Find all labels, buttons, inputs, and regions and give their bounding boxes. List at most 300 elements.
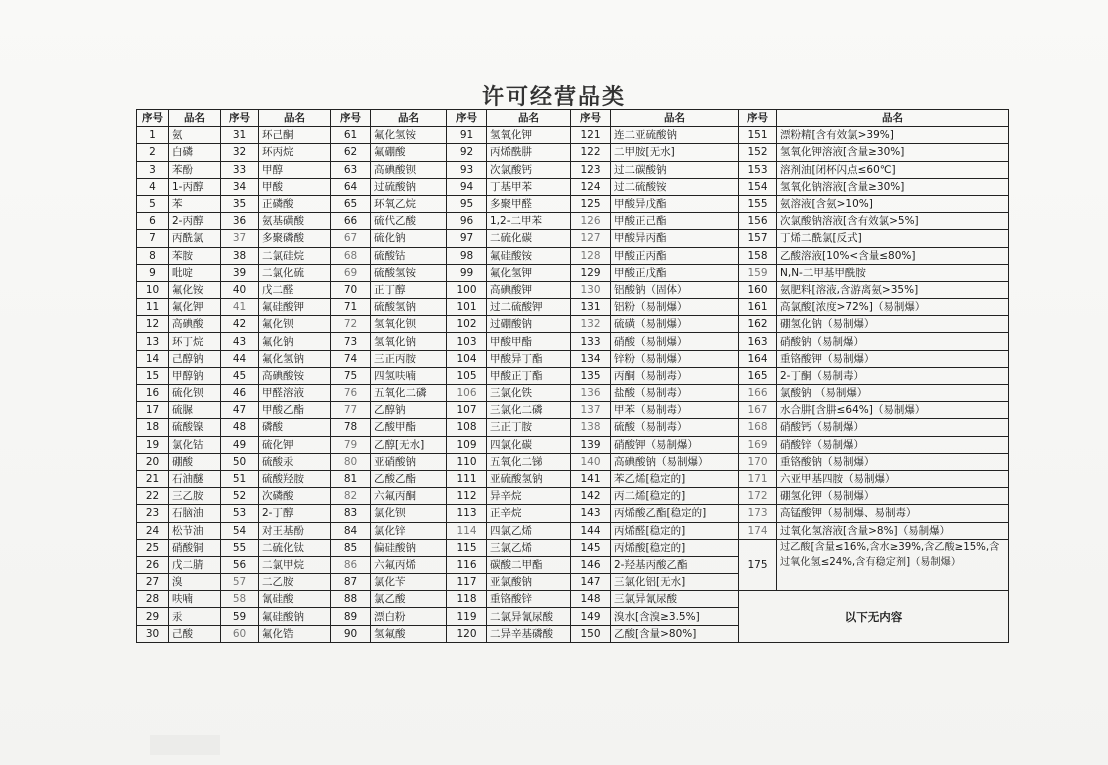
product-name-cell: 甲酸甲酯 <box>487 333 571 350</box>
table-row <box>137 127 1009 144</box>
product-name-cell: 三氯异氰尿酸 <box>611 591 739 608</box>
serial-number-cell: 101 <box>447 299 487 316</box>
product-name-cell: 亚氯酸钠 <box>487 574 571 591</box>
table-row <box>137 264 1009 281</box>
product-name-cell: 硫化钠 <box>371 230 447 247</box>
product-name-cell: 苯胺 <box>169 247 221 264</box>
product-name-cell: 磷酸 <box>259 419 331 436</box>
product-name-cell: 甲酸正丙酯 <box>611 247 739 264</box>
product-name-cell: 氨溶液[含氨>10%] <box>777 195 1009 212</box>
header-name: 品名 <box>371 110 447 127</box>
product-name-cell: 氟硅酸钾 <box>259 299 331 316</box>
header-name: 品名 <box>611 110 739 127</box>
product-name-cell: 二甲胺[无水] <box>611 144 739 161</box>
product-name-cell: N,N-二甲基甲酰胺 <box>777 264 1009 281</box>
serial-number-cell: 13 <box>137 333 169 350</box>
serial-number-cell: 31 <box>221 127 259 144</box>
serial-number-cell: 8 <box>137 247 169 264</box>
serial-number-cell: 28 <box>137 591 169 608</box>
product-name-cell: 二氯化硫 <box>259 264 331 281</box>
product-name-cell: 高碘酸钡 <box>371 161 447 178</box>
product-name-cell: 氰硅酸 <box>259 591 331 608</box>
serial-number-cell: 91 <box>447 127 487 144</box>
serial-number-cell: 77 <box>331 402 371 419</box>
serial-number-cell: 36 <box>221 213 259 230</box>
serial-number-cell: 55 <box>221 539 259 556</box>
header-serial: 序号 <box>739 110 777 127</box>
serial-number-cell: 126 <box>571 213 611 230</box>
product-name-cell: 硫酸（易制毒） <box>611 419 739 436</box>
product-name-cell: 氟硅酸钠 <box>259 608 331 625</box>
serial-number-cell: 9 <box>137 264 169 281</box>
product-name-cell: 氟化氢铵 <box>371 127 447 144</box>
serial-number-cell: 76 <box>331 385 371 402</box>
product-name-cell: 甲酸异丁酯 <box>487 350 571 367</box>
product-name-cell: 硫酸氢铵 <box>371 264 447 281</box>
product-name-cell: 正丁醇 <box>371 281 447 298</box>
serial-number-cell: 169 <box>739 436 777 453</box>
serial-number-cell: 30 <box>137 625 169 642</box>
product-name-cell: 甲酸正丁酯 <box>487 367 571 384</box>
product-name-cell: 氯化锌 <box>371 522 447 539</box>
product-name-cell: 甲醛溶液 <box>259 385 331 402</box>
product-name-cell: 松节油 <box>169 522 221 539</box>
product-name-cell: 环丙烷 <box>259 144 331 161</box>
product-name-cell: 氨 <box>169 127 221 144</box>
product-name-cell: 1-丙醇 <box>169 178 221 195</box>
product-name-cell: 硝酸钾（易制爆） <box>611 436 739 453</box>
product-name-cell: 1,2-二甲苯 <box>487 213 571 230</box>
product-name-cell: 过二硫酸铵 <box>611 178 739 195</box>
serial-number-cell: 10 <box>137 281 169 298</box>
serial-number-cell: 84 <box>331 522 371 539</box>
serial-number-cell: 132 <box>571 316 611 333</box>
product-name-cell: 氯酸钠 （易制爆） <box>777 385 1009 402</box>
serial-number-cell: 155 <box>739 195 777 212</box>
product-name-cell: 硼酸 <box>169 453 221 470</box>
header-serial: 序号 <box>221 110 259 127</box>
product-name-cell: 异辛烷 <box>487 488 571 505</box>
table-row <box>137 470 1009 487</box>
serial-number-cell: 127 <box>571 230 611 247</box>
product-name-cell: 连二亚硫酸钠 <box>611 127 739 144</box>
product-name-cell: 硫酸羟胺 <box>259 470 331 487</box>
product-name-cell: 石脑油 <box>169 505 221 522</box>
serial-number-cell: 25 <box>137 539 169 556</box>
product-name-cell: 氟化锆 <box>259 625 331 642</box>
product-name-cell: 重铬酸钠（易制爆） <box>777 453 1009 470</box>
table-row <box>137 350 1009 367</box>
serial-number-cell: 156 <box>739 213 777 230</box>
product-name-cell: 溴水[含溴≥3.5%] <box>611 608 739 625</box>
table-row <box>137 591 1009 608</box>
table-row <box>137 505 1009 522</box>
product-name-cell: 氢氧化钾 <box>487 127 571 144</box>
serial-number-cell: 26 <box>137 556 169 573</box>
product-name-cell: 二硫化钛 <box>259 539 331 556</box>
product-name-cell: 漂粉精[含有效氯>39%] <box>777 127 1009 144</box>
serial-number-cell: 90 <box>331 625 371 642</box>
serial-number-cell: 114 <box>447 522 487 539</box>
serial-number-cell: 122 <box>571 144 611 161</box>
no-more-content-note: 以下无内容 <box>739 591 1009 643</box>
product-name-cell: 乙酸[含量>80%] <box>611 625 739 642</box>
serial-number-cell: 165 <box>739 367 777 384</box>
product-name-cell: 次磷酸 <box>259 488 331 505</box>
product-name-cell: 氢氧化钡 <box>371 316 447 333</box>
serial-number-cell: 119 <box>447 608 487 625</box>
product-name-cell: 己酸 <box>169 625 221 642</box>
serial-number-cell: 50 <box>221 453 259 470</box>
serial-number-cell: 27 <box>137 574 169 591</box>
product-name-cell: 过硼酸钠 <box>487 316 571 333</box>
serial-number-cell: 133 <box>571 333 611 350</box>
product-name-cell: 三正丙胺 <box>371 350 447 367</box>
product-name-cell: 重铬酸钾（易制爆） <box>777 350 1009 367</box>
product-name-cell: 二氯硅烷 <box>259 247 331 264</box>
serial-number-cell: 142 <box>571 488 611 505</box>
serial-number-cell: 163 <box>739 333 777 350</box>
table-header-row <box>137 110 1009 127</box>
table-row <box>137 299 1009 316</box>
serial-number-cell: 51 <box>221 470 259 487</box>
serial-number-cell: 63 <box>331 161 371 178</box>
product-name-cell: 次氯酸钠溶液[含有效氯>5%] <box>777 213 1009 230</box>
serial-number-cell: 21 <box>137 470 169 487</box>
serial-number-cell: 75 <box>331 367 371 384</box>
serial-number-cell: 14 <box>137 350 169 367</box>
serial-number-cell: 115 <box>447 539 487 556</box>
serial-number-cell: 104 <box>447 350 487 367</box>
product-name-cell: 2-丁酮（易制毒） <box>777 367 1009 384</box>
serial-number-cell: 171 <box>739 470 777 487</box>
serial-number-cell: 62 <box>331 144 371 161</box>
serial-number-cell: 148 <box>571 591 611 608</box>
product-name-cell: 硫化钾 <box>259 436 331 453</box>
serial-number-cell: 68 <box>331 247 371 264</box>
serial-number-cell: 39 <box>221 264 259 281</box>
serial-number-cell: 43 <box>221 333 259 350</box>
serial-number-cell: 17 <box>137 402 169 419</box>
serial-number-cell: 7 <box>137 230 169 247</box>
serial-number-cell: 162 <box>739 316 777 333</box>
product-name-cell: 氢氧化钠溶液[含量≥30%] <box>777 178 1009 195</box>
product-name-cell: 汞 <box>169 608 221 625</box>
table-row <box>137 195 1009 212</box>
serial-number-cell: 83 <box>331 505 371 522</box>
product-name-cell: 硫酸镍 <box>169 419 221 436</box>
product-name-cell: 2-丁醇 <box>259 505 331 522</box>
serial-number-cell: 129 <box>571 264 611 281</box>
product-name-cell: 氯化钡 <box>371 505 447 522</box>
product-name-cell: 苯 <box>169 195 221 212</box>
serial-number-cell: 81 <box>331 470 371 487</box>
table-row <box>137 402 1009 419</box>
faint-stamp-mark <box>150 735 220 755</box>
product-name-cell: 甲酸正戊酯 <box>611 264 739 281</box>
product-name-cell: 三正丁胺 <box>487 419 571 436</box>
serial-number-cell: 151 <box>739 127 777 144</box>
serial-number-cell: 160 <box>739 281 777 298</box>
product-name-cell: 硝酸钙（易制爆） <box>777 419 1009 436</box>
product-name-cell: 对王基酚 <box>259 522 331 539</box>
product-name-cell: 高氯酸[浓度>72%]（易制爆） <box>777 299 1009 316</box>
product-name-cell: 氟化氢钠 <box>259 350 331 367</box>
serial-number-cell: 134 <box>571 350 611 367</box>
serial-number-cell: 79 <box>331 436 371 453</box>
serial-number-cell: 106 <box>447 385 487 402</box>
serial-number-cell: 140 <box>571 453 611 470</box>
serial-number-cell: 44 <box>221 350 259 367</box>
product-name-cell: 硫酸氢钠 <box>371 299 447 316</box>
product-name-cell: 铝粉（易制爆） <box>611 299 739 316</box>
product-name-cell: 甲醇钠 <box>169 367 221 384</box>
serial-number-cell: 147 <box>571 574 611 591</box>
serial-number-cell: 19 <box>137 436 169 453</box>
serial-number-cell: 138 <box>571 419 611 436</box>
table-row <box>137 385 1009 402</box>
serial-number-cell: 111 <box>447 470 487 487</box>
serial-number-cell: 94 <box>447 178 487 195</box>
serial-number-cell: 35 <box>221 195 259 212</box>
product-name-cell: 苯乙烯[稳定的] <box>611 470 739 487</box>
product-name-cell: 硫磺（易制爆） <box>611 316 739 333</box>
product-name-cell: 丙二烯[稳定的] <box>611 488 739 505</box>
product-name-cell: 氯乙酸 <box>371 591 447 608</box>
serial-number-cell: 6 <box>137 213 169 230</box>
table-row <box>137 144 1009 161</box>
product-name-cell: 六亚甲基四胺（易制爆） <box>777 470 1009 487</box>
product-name-cell: 三氯化铁 <box>487 385 571 402</box>
serial-number-cell: 38 <box>221 247 259 264</box>
product-name-cell: 环己酮 <box>259 127 331 144</box>
serial-number-cell: 80 <box>331 453 371 470</box>
product-name-cell: 丙烯醛[稳定的] <box>611 522 739 539</box>
serial-number-cell: 97 <box>447 230 487 247</box>
serial-number-cell: 166 <box>739 385 777 402</box>
serial-number-cell: 11 <box>137 299 169 316</box>
product-name-cell: 过硫酸钠 <box>371 178 447 195</box>
product-name-cell: 丙烯酸[稳定的] <box>611 539 739 556</box>
serial-number-cell: 24 <box>137 522 169 539</box>
serial-number-cell: 67 <box>331 230 371 247</box>
table-body <box>137 127 1009 643</box>
serial-number-cell: 98 <box>447 247 487 264</box>
serial-number-cell: 58 <box>221 591 259 608</box>
product-name-cell: 次氯酸钙 <box>487 161 571 178</box>
product-name-cell: 六氟丙酮 <box>371 488 447 505</box>
serial-number-cell: 161 <box>739 299 777 316</box>
product-name-cell: 硼氢化钠（易制爆） <box>777 316 1009 333</box>
serial-number-cell: 45 <box>221 367 259 384</box>
table-row <box>137 419 1009 436</box>
serial-number-cell: 82 <box>331 488 371 505</box>
serial-number-cell: 3 <box>137 161 169 178</box>
table-row <box>137 367 1009 384</box>
serial-number-cell: 107 <box>447 402 487 419</box>
serial-number-cell: 53 <box>221 505 259 522</box>
serial-number-cell: 86 <box>331 556 371 573</box>
product-name-cell: 水合肼[含肼≤64%]（易制爆） <box>777 402 1009 419</box>
serial-number-cell: 143 <box>571 505 611 522</box>
product-name-cell: 丁烯二酰氯[反式] <box>777 230 1009 247</box>
serial-number-cell: 144 <box>571 522 611 539</box>
serial-number-cell: 37 <box>221 230 259 247</box>
serial-number-cell: 124 <box>571 178 611 195</box>
product-name-cell: 碳酸二甲酯 <box>487 556 571 573</box>
serial-number-cell: 74 <box>331 350 371 367</box>
serial-number-cell: 85 <box>331 539 371 556</box>
product-name-cell: 正磷酸 <box>259 195 331 212</box>
product-name-cell: 氟硼酸 <box>371 144 447 161</box>
product-name-cell: 四氯乙烯 <box>487 522 571 539</box>
product-name-cell: 乙酸乙酯 <box>371 470 447 487</box>
serial-number-cell: 135 <box>571 367 611 384</box>
document-title: 许可经营品类 <box>481 85 626 110</box>
product-name-cell: 甲苯（易制毒） <box>611 402 739 419</box>
product-name-cell: 丁基甲苯 <box>487 178 571 195</box>
serial-number-cell: 93 <box>447 161 487 178</box>
serial-number-cell: 22 <box>137 488 169 505</box>
serial-number-cell: 164 <box>739 350 777 367</box>
serial-number-cell: 113 <box>447 505 487 522</box>
table-row <box>137 316 1009 333</box>
product-name-cell: 乙醇[无水] <box>371 436 447 453</box>
product-name-cell: 三氯化铝[无水] <box>611 574 739 591</box>
table-row <box>137 230 1009 247</box>
serial-number-cell: 47 <box>221 402 259 419</box>
product-name-cell: 甲酸正己酯 <box>611 213 739 230</box>
product-name-cell: 过氧化氢溶液[含量>8%]（易制爆） <box>777 522 1009 539</box>
serial-number-cell: 65 <box>331 195 371 212</box>
product-name-cell: 高碘酸钾 <box>487 281 571 298</box>
product-name-cell: 甲醇 <box>259 161 331 178</box>
product-name-cell: 丙酮（易制毒） <box>611 367 739 384</box>
product-name-cell: 二乙胺 <box>259 574 331 591</box>
product-name-cell: 吡啶 <box>169 264 221 281</box>
product-name-cell: 硫代乙酸 <box>371 213 447 230</box>
serial-number-cell: 54 <box>221 522 259 539</box>
product-name-cell: 乙酸溶液[10%<含量≤80%] <box>777 247 1009 264</box>
product-name-cell: 丙酰氯 <box>169 230 221 247</box>
header-serial: 序号 <box>331 110 371 127</box>
serial-number-cell: 158 <box>739 247 777 264</box>
serial-number-cell: 123 <box>571 161 611 178</box>
product-name-cell: 甲酸乙酯 <box>259 402 331 419</box>
serial-number-cell: 145 <box>571 539 611 556</box>
serial-number-cell: 69 <box>331 264 371 281</box>
serial-number-cell: 16 <box>137 385 169 402</box>
product-name-cell: 过乙酸[含量≤16%,含水≥39%,含乙酸≥15%,含过氧化氢≤24%,含有稳定剂]（易制爆） <box>777 539 1009 591</box>
product-name-cell: 氟化钾 <box>169 299 221 316</box>
product-name-cell: 三氯化二磷 <box>487 402 571 419</box>
serial-number-cell: 108 <box>447 419 487 436</box>
serial-number-cell: 59 <box>221 608 259 625</box>
product-name-cell: 亚硝酸钠 <box>371 453 447 470</box>
serial-number-cell: 87 <box>331 574 371 591</box>
table-row <box>137 178 1009 195</box>
serial-number-cell: 130 <box>571 281 611 298</box>
product-name-cell: 铝酸钠（固体） <box>611 281 739 298</box>
product-name-cell: 环氧乙烷 <box>371 195 447 212</box>
product-name-cell: 硫酸汞 <box>259 453 331 470</box>
serial-number-cell: 60 <box>221 625 259 642</box>
product-name-cell: 白磷 <box>169 144 221 161</box>
product-name-cell: 四氢呋喃 <box>371 367 447 384</box>
product-name-cell: 溶剂油[闭杯闪点≤60℃] <box>777 161 1009 178</box>
serial-number-cell: 78 <box>331 419 371 436</box>
serial-number-cell: 175 <box>739 539 777 591</box>
serial-number-cell: 137 <box>571 402 611 419</box>
header-name: 品名 <box>259 110 331 127</box>
serial-number-cell: 92 <box>447 144 487 161</box>
serial-number-cell: 116 <box>447 556 487 573</box>
serial-number-cell: 168 <box>739 419 777 436</box>
header-serial: 序号 <box>447 110 487 127</box>
serial-number-cell: 100 <box>447 281 487 298</box>
serial-number-cell: 139 <box>571 436 611 453</box>
serial-number-cell: 61 <box>331 127 371 144</box>
product-name-cell: 多聚磷酸 <box>259 230 331 247</box>
serial-number-cell: 152 <box>739 144 777 161</box>
serial-number-cell: 1 <box>137 127 169 144</box>
serial-number-cell: 149 <box>571 608 611 625</box>
product-name-cell: 呋喃 <box>169 591 221 608</box>
serial-number-cell: 112 <box>447 488 487 505</box>
serial-number-cell: 2 <box>137 144 169 161</box>
product-name-cell: 二异辛基磷酸 <box>487 625 571 642</box>
product-name-cell: 甲酸 <box>259 178 331 195</box>
serial-number-cell: 154 <box>739 178 777 195</box>
serial-number-cell: 109 <box>447 436 487 453</box>
product-name-cell: 二氯异氰尿酸 <box>487 608 571 625</box>
product-name-cell: 戊二腈 <box>169 556 221 573</box>
product-name-cell: 乙酸甲酯 <box>371 419 447 436</box>
product-name-cell: 硼氢化钾（易制爆） <box>777 488 1009 505</box>
header-serial: 序号 <box>571 110 611 127</box>
serial-number-cell: 49 <box>221 436 259 453</box>
product-name-cell: 硝酸（易制爆） <box>611 333 739 350</box>
serial-number-cell: 153 <box>739 161 777 178</box>
serial-number-cell: 56 <box>221 556 259 573</box>
product-name-cell: 偏硅酸钠 <box>371 539 447 556</box>
permitted-products-table <box>136 109 1009 643</box>
serial-number-cell: 173 <box>739 505 777 522</box>
product-name-cell: 氢氧化钠 <box>371 333 447 350</box>
table-row <box>137 488 1009 505</box>
serial-number-cell: 70 <box>331 281 371 298</box>
table-row <box>137 436 1009 453</box>
serial-number-cell: 159 <box>739 264 777 281</box>
product-name-cell: 五氧化二锑 <box>487 453 571 470</box>
serial-number-cell: 131 <box>571 299 611 316</box>
serial-number-cell: 170 <box>739 453 777 470</box>
product-name-cell: 多聚甲醛 <box>487 195 571 212</box>
product-name-cell: 甲酸异戊酯 <box>611 195 739 212</box>
serial-number-cell: 42 <box>221 316 259 333</box>
serial-number-cell: 117 <box>447 574 487 591</box>
serial-number-cell: 52 <box>221 488 259 505</box>
serial-number-cell: 40 <box>221 281 259 298</box>
serial-number-cell: 41 <box>221 299 259 316</box>
serial-number-cell: 167 <box>739 402 777 419</box>
serial-number-cell: 157 <box>739 230 777 247</box>
header-name: 品名 <box>169 110 221 127</box>
serial-number-cell: 174 <box>739 522 777 539</box>
serial-number-cell: 95 <box>447 195 487 212</box>
product-name-cell: 溴 <box>169 574 221 591</box>
serial-number-cell: 71 <box>331 299 371 316</box>
